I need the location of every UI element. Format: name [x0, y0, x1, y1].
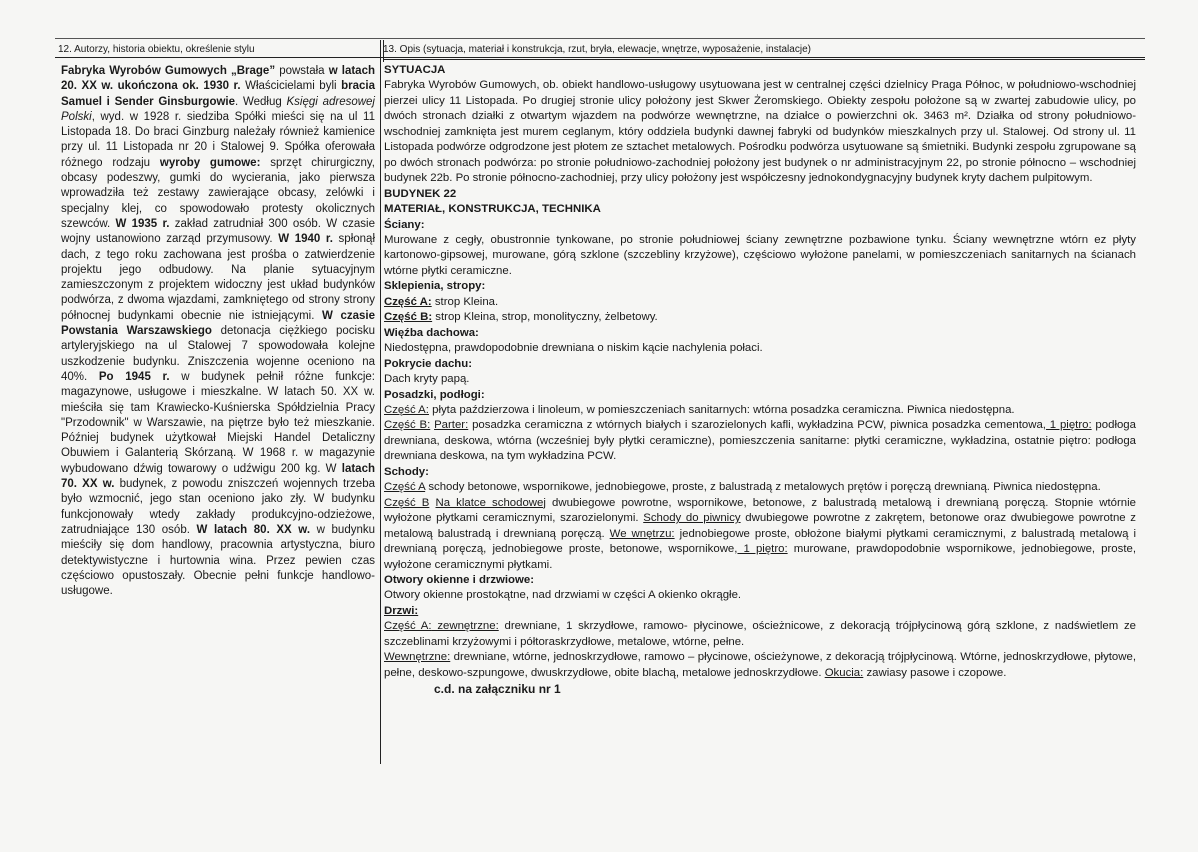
heading-sytuacja: SYTUACJA: [384, 64, 446, 76]
header-divider: [55, 57, 1145, 58]
continuation-note: c.d. na załączniku nr 1: [434, 682, 561, 697]
section-13-header: 13. Opis (sytuacja, materiał i konstrukcja, rzut, bryła, elewacje, wnętrze, wyposażenie, instalacje): [383, 44, 811, 55]
heading-drzwi: Drzwi:: [384, 604, 419, 617]
heading-material: MATERIAŁ, KONSTRUKCJA, TECHNIKA: [384, 203, 601, 216]
heading-sciany: Ściany:: [384, 218, 425, 231]
otwory-text: Otwory okienne prostokątne, nad drzwiami w części A okienko okrągłe.: [384, 589, 742, 602]
description-column: [384, 63, 1136, 698]
schody-a: Część A schody betonowe, wspornikowe, jednobiegowe, proste, z balustradą z metalowych prętów i poręczą drewnianą. Piwnica niedostępna.: [384, 481, 1101, 494]
posadzki-a: Część A: płyta paździerzowa i linoleum, w pomieszczeniach sanitarnych: wtórna posadzka ceramiczna. Piwnica niedostępna.: [384, 403, 1015, 416]
top-rule: [55, 38, 1145, 39]
sciany-text: Murowane z cegły, obustronnie tynkowane, po stronie południowej ściany zewnętrzne pozbawione tynku. Ściany wewnętrzne wtórn ez płyty kartonowo-gipsowej, murowane, górą szklone (szczebliny krzyżowe), częściowo wyłożone panelami, w pomieszczeniach sanitarnych na ścianach wtórne płytki ceramiczne.: [384, 233, 1136, 277]
schody-b: Część B Na klatce schodowej dwubiegowe powrotne, wspornikowe, betonowe, z balustradą metalową i drewnianą poręczą. Stopnie wtórnie wyłożone płytkami ceramicznymi, szarozielonymi. Schody do piwnicy dwubiegowe powrotne z zakrętem, betonowe oraz dwubiegowe powrotne z metalową balustradą i drewnianą poręczą. We wnętrzu: jednobiegowe proste, obłożone białymi płytkami ceramicznymi, z balustradą metalową i drewnianą poręczą, jednobiegowe proste, betonowe, wspornikowe, 1 piętro: murowane, prawdopodobnie wspornikowe, jednobiegowe, proste, wyłożone ceramicznymi płytkami.: [384, 496, 1137, 571]
sklepienia-a: Część A: strop Kleina.: [384, 295, 499, 308]
wiezba-text: Niedostępna, prawdopodobnie drewniana o niskim kącie nachylenia połaci.: [384, 342, 763, 355]
column-divider: [380, 40, 381, 764]
heading-posadzki: Posadzki, podłogi:: [384, 388, 485, 401]
posadzki-b: Część B: Parter: posadzka ceramiczna z wtórnych białych i szarozielonych kafli, wykładzina PCW, piwnica posadzka cementowa, 1 piętro: podłoga drewniana, deskowa, wtórna (wcześniej były płytki ceramiczne), pomieszczenia sanitarne: płytki ceramiczne, wykładzina, ostatnie piętro: podłoga drewniana deskowa, na tym wykładzina PCW.: [384, 419, 1136, 463]
sklepienia-b: Część B: strop Kleina, strop, monolityczny, żelbetowy.: [384, 311, 658, 324]
heading-schody: Schody:: [384, 465, 429, 478]
heading-otwory: Otwory okienne i drzwiowe:: [384, 573, 534, 586]
pokrycie-text: Dach kryty papą.: [384, 373, 470, 386]
history-column: [61, 64, 375, 599]
document-sheet: [55, 36, 1145, 816]
header-column-divider: [383, 40, 384, 62]
history-text: Fabryka Wyrobów Gumowych „Brage” powstała w latach 20. XX w. ukończona ok. 1930 r. Właścicielami byli bracia Samuel i Sender Ginsburgowie. Według Księgi adresowej Polski, wyd. w 1928 r. siedziba Spółki mieści się na ul 11 Listopada 18. Do braci Ginzburg należały również kamienice przy ul. 11 Listopada nr 20 i Stalowej 9. Spółka oferowała różnego rodzaju wyroby gumowe: sprzęt chirurgiczny, obcasy podeszwy, gumki do wycierania, jako pierwsza wprowadziła też zestawy zawierające obcasy, zelówki i specjalny klej, co spowodowało protesty okolicznych szewców. W 1935 r. zakład zatrudniał 300 osób. W czasie wojny ustanowiono zarząd przymusowy. W 1940 r. spłonął dach, z tego roku zachowana jest prośba o zatwierdzenie projektu jego odbudowy. Na planie sytuacyjnym zamieszczonym z projektem widoczny jest układ budynków podwórza, z dwoma wjazdami, zamkniętego od strony strony północnej budynkami obecnie nie istniejącymi. W czasie Powstania Warszawskiego detonacja ciężkiego pocisku artyleryjskiego na ul Stalowej 7 spowodowała kolejne uszkodzenie budynku. Zniszczenia wojenne oceniono na 40%. Po 1945 r. w budynek pełnił różne funkcje: magazynowe, usługowe i mieszkalne. W latach 50. XX w. mieściła się tam Krawiecko-Kuśnierska Spółdzielnia Pracy "Przodownik" w Warszawie, na piętrze było też mieszkanie. Później budynek użytkował Miejski Handel Detaliczny Obuwiem i Galanterią Skórzaną. W 1968 r. w magazynie wybudowano dźwig towarowy o udźwigu 200 kg. W latach 70. XX w. budynek, z powodu zniszczeń wojennych trzeba było wzmocnić, jego stan oceniono jako zły. W budynku funkcjonowały wtedy zakłady produkcyjno-odzieżowe, zatrudniające 130 osób. W latach 80. XX w. w budynku mieściły się dom handlowy, pracownia artystyczna, biuro detektywistyczne i hurtownia wina. Przez pewien czas częściowo opustoszały. Obecnie pełni funkcje handlowo-usługowe.: [61, 65, 376, 598]
heading-sklepienia: Sklepienia, stropy:: [384, 280, 486, 293]
heading-pokrycie: Pokrycie dachu:: [384, 357, 472, 370]
heading-wiezba: Więźba dachowa:: [384, 326, 479, 339]
header-divider-right: [383, 59, 1145, 60]
drzwi-wewnetrzne: Wewnętrzne: drewniane, wtórne, jednoskrzydłowe, ramowo – płycinowe, ościeżynowe, z dekoracją trójpłycinową. Wtórne, jednoskrzydłowe, płytowe, pełne, deskowo-szpungowe, dwuskrzydłowe, obite blachą, metalowe jednoskrzydłowe. Okucia: zawiasy pasowe i czopowe.: [384, 651, 1136, 679]
sytuacja-text: Fabryka Wyrobów Gumowych, ob. obiekt handlowo-usługowy usytuowana jest w centralnej części dzielnicy Praga Północ, w południowo-wschodniej pierzei ulicy 11 Listopada. Po drugiej stronie ulicy położony jest Skwer Żeromskiego. Obiekty zespołu położone są w zwartej zabudowie ulicy, po dwóch stronach działki z otwartym wjazdem na podwórze wewnętrzne, na działce o powierzchni ok. 3463 m². Działka od strony południowo-wschodniej zamknięta jest murem ceglanym, który oddziela budynki dawnej fabryki od budynków mieszkalnych przy ul. Stalowej. Od strony ul. 11 Listopada podwórze odgrodzone jest płotem ze sztachet metalowych. Pośrodku podwórza usytuowane są śmietniki. Budynki zespołu zgrupowane są po dwóch stronach podwórza: po stronie południowo-zachodniej położony jest budynek o nr administracyjnym 22, po stronie północno – wschodniej budynek 22b. Po stronie północno-zachodniej, przy ulicy położony jest współczesny jednokondygnacyjny budynek kryty dachem pulpitowym.: [384, 79, 1136, 185]
section-12-header: 12. Autorzy, historia obiektu, określenie stylu: [58, 44, 255, 55]
drzwi-a: Część A: zewnętrzne: drewniane, 1 skrzydłowe, ramowo- płycinowe, ościeżnicowe, z dekoracją trójpłycinową górą szklone, z nadświetlem ze szczeblinami krzyżowymi i półtoraskrzydłowe, metalowe, wtórne, pełne.: [384, 620, 1136, 648]
heading-budynek: BUDYNEK 22: [384, 187, 457, 200]
